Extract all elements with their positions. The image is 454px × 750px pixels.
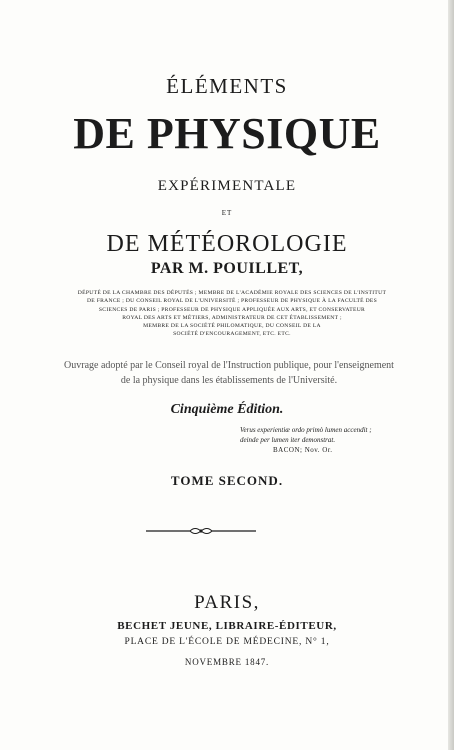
title-line-experimentale: EXPÉRIMENTALE <box>157 178 297 194</box>
title-line-meteorologie: DE MÉTÉOROLOGIE <box>106 231 348 257</box>
credentials-line: SOCIÉTÉ D'ENCOURAGEMENT, ETC. ETC. <box>173 331 291 338</box>
title-line-elements: ÉLÉMENTS <box>166 74 288 98</box>
page-edge <box>448 0 454 750</box>
adoption-line: Ouvrage adopté par le Conseil royal de l'Instruction publique, pour l'enseignement <box>64 360 394 371</box>
epigraph-line: deinde per lumen iter demonstrat. <box>240 436 336 444</box>
author-credentials <box>44 289 420 339</box>
imprint-city: PARIS, <box>194 592 260 613</box>
title-line-physique: DE PHYSIQUE <box>73 109 381 158</box>
imprint-publisher: BECHET JEUNE, LIBRAIRE-ÉDITEUR, <box>117 620 337 632</box>
credentials-line: ROYAL DES ARTS ET MÉTIERS, ADMINISTRATEUR DE CET ÉTABLISSEMENT ; <box>122 314 342 321</box>
volume-label: TOME SECOND. <box>170 473 284 488</box>
credentials-line: DÉPUTÉ DE LA CHAMBRE DES DÉPUTÉS ; MEMBRE DE L'ACADÉMIE ROYALE DES SCIENCES DE L'INSTITUT <box>77 290 387 296</box>
epigraph-source: BACON; Nov. Or. <box>273 446 333 454</box>
imprint-address: PLACE DE L'ÉCOLE DE MÉDECINE, N° 1, <box>124 637 330 647</box>
epigraph-line: Verus experientiæ ordo primò lumen accendit ; <box>240 426 372 434</box>
credentials-line: SCIENCES DE PARIS ; PROFESSEUR DE PHYSIQUE APPLIQUÉE AUX ARTS, ET CONSERVATEUR <box>98 306 366 313</box>
title-connector: ET <box>221 209 233 217</box>
imprint-date: NOVEMBRE 1847. <box>184 657 270 667</box>
edition-statement: Cinquième Édition. <box>170 402 284 417</box>
author-name: PAR M. POUILLET, <box>150 260 304 277</box>
adoption-note <box>56 358 402 388</box>
ornament-rule <box>146 525 256 537</box>
credentials-line: DE FRANCE ; DU CONSEIL ROYAL DE L'UNIVERSITÉ ; PROFESSEUR DE PHYSIQUE À LA FACULTÉ DES <box>86 298 378 305</box>
credentials-line: MEMBRE DE LA SOCIÉTÉ PHILOMATIQUE, DU CONSEIL DE LA <box>143 323 321 330</box>
adoption-line: de la physique dans les établissements de l'Université. <box>120 375 338 386</box>
epigraph <box>240 425 372 455</box>
